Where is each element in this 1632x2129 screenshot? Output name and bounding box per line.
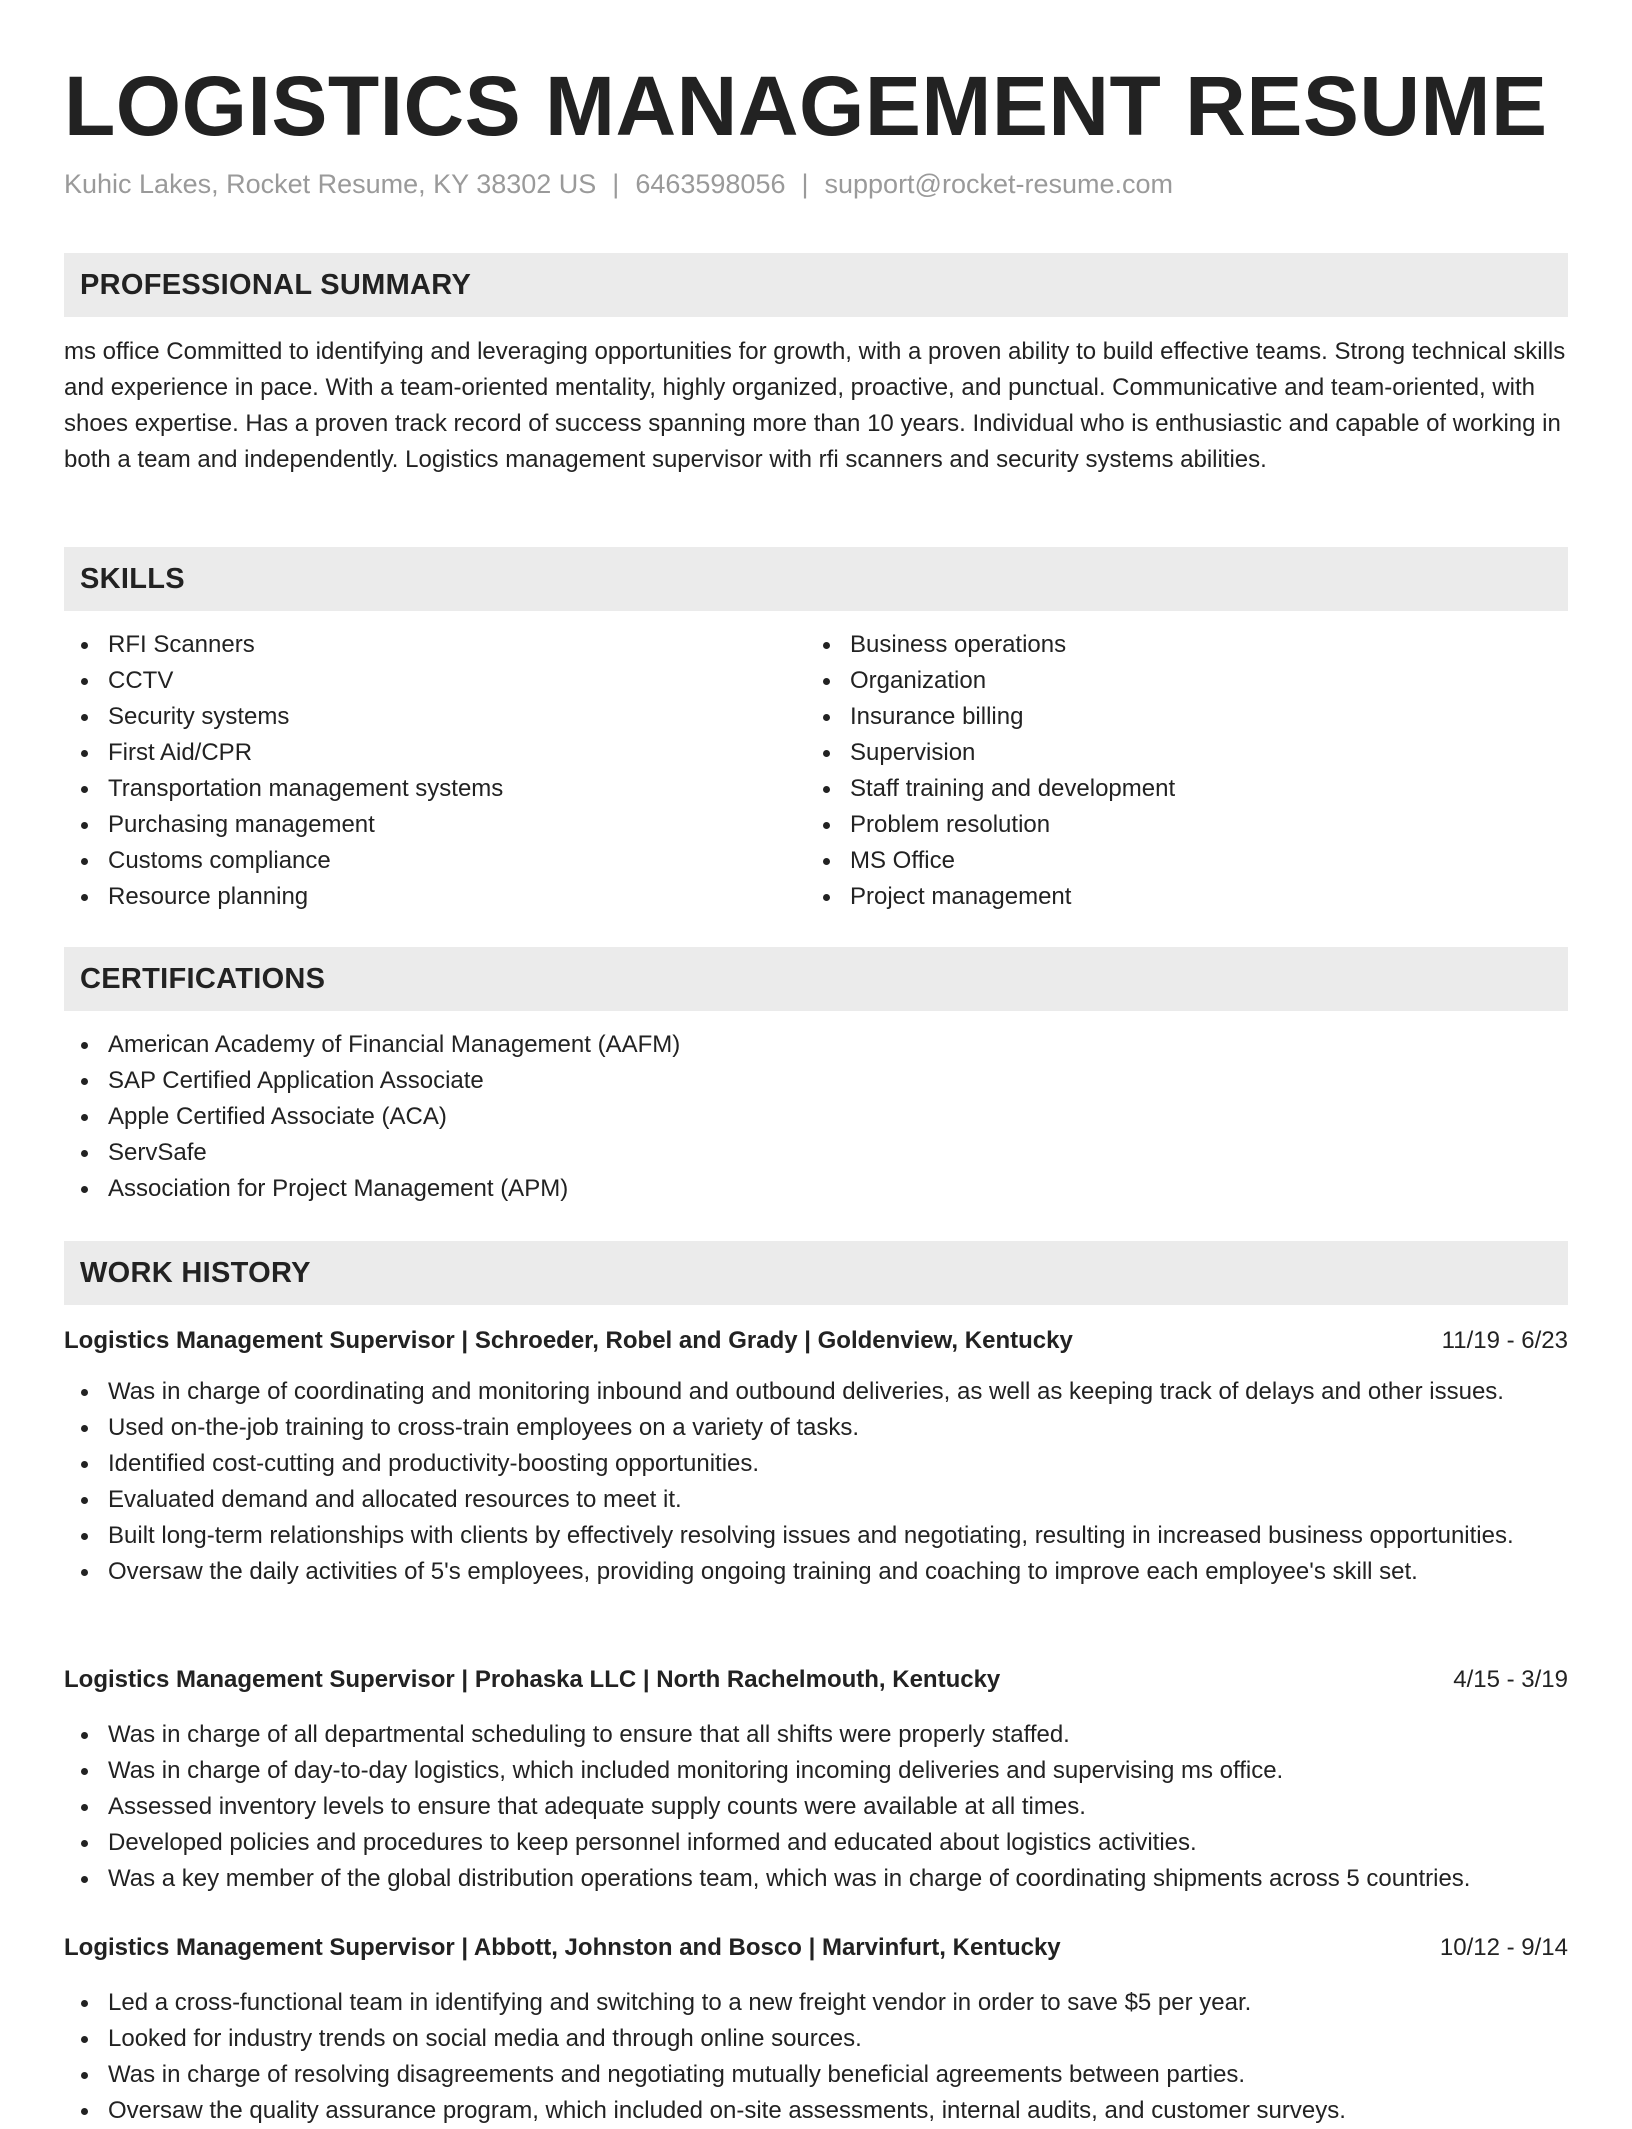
summary-text: ms office Committed to identifying and leveraging opportunities for growth, with a proven ability to build effective teams. Strong technical skills and experience in pace. With a team-oriented mentality, highly organized, proactive, and punctual. Communicative and team-oriented, with shoes expertise. Has a proven track record of success spanning more than 10 years. Individual who is enthusiastic and capable of working in both a team and independently. Logistics management supervisor with rfi scanners and security systems abilities. (64, 338, 1566, 473)
job-bullet: Oversaw the daily activities of 5's employees, providing ongoing training and coaching to improve each employee's skill set. (108, 1554, 1612, 1590)
certification-item: Apple Certified Associate (ACA) (108, 1099, 1612, 1135)
job-dates: 4/15 - 3/19 (1453, 1666, 1568, 1693)
skill-item: Project management (850, 879, 1590, 915)
skills-list-right (806, 627, 1590, 915)
job-bullet: Used on-the-job training to cross-train employees on a variety of tasks. (108, 1410, 1612, 1446)
job-bullet: Was in charge of day-to-day logistics, which included monitoring incoming deliveries and supervising ms office. (108, 1753, 1612, 1789)
skill-item: Purchasing management (108, 807, 848, 843)
job-bullet: Assessed inventory levels to ensure that adequate supply counts were available at all times. (108, 1789, 1612, 1825)
section-header-work-history: WORK HISTORY (64, 1241, 1568, 1305)
job-bullet: Identified cost-cutting and productivity-boosting opportunities. (108, 1446, 1612, 1482)
job-bullet: Built long-term relationships with clients by effectively resolving issues and negotiating, resulting in increased business opportunities. (108, 1518, 1612, 1554)
job-header (64, 1930, 1568, 1966)
skill-item: Transportation management systems (108, 771, 848, 807)
skill-item: First Aid/CPR (108, 735, 848, 771)
skill-item: Business operations (850, 627, 1590, 663)
contact-separator: | (612, 169, 620, 199)
skills-list-left (64, 627, 848, 915)
job-bullets (64, 1985, 1612, 2129)
job-bullet: Was in charge of resolving disagreements and negotiating mutually beneficial agreements between parties. (108, 2057, 1612, 2093)
section-header-summary: PROFESSIONAL SUMMARY (64, 253, 1568, 317)
job-title: Logistics Management Supervisor | Schroeder, Robel and Grady | Goldenview, Kentucky (64, 1327, 1073, 1354)
skill-item: Organization (850, 663, 1590, 699)
skill-item: MS Office (850, 843, 1590, 879)
contact-phone: 6463598056 (635, 169, 786, 199)
job-bullet: Oversaw the quality assurance program, which included on-site assessments, internal audits, and customer surveys. (108, 2093, 1612, 2129)
skill-item: CCTV (108, 663, 848, 699)
contact-address: Kuhic Lakes, Rocket Resume, KY 38302 US (64, 169, 597, 199)
job-dates: 10/12 - 9/14 (1439, 1934, 1568, 1961)
job-dates: 11/19 - 6/23 (1441, 1327, 1568, 1354)
skill-item: Customs compliance (108, 843, 848, 879)
job-bullet: Was in charge of all departmental scheduling to ensure that all shifts were properly staffed. (108, 1717, 1612, 1753)
skill-item: Staff training and development (850, 771, 1590, 807)
resume-title: LOGISTICS MANAGEMENT RESUME (64, 59, 1548, 153)
job-header (64, 1662, 1568, 1698)
job-bullet: Was a key member of the global distribution operations team, which was in charge of coordinating shipments across 5 countries. (108, 1861, 1612, 1897)
contact-separator: | (801, 169, 809, 199)
contact-email: support@rocket-resume.com (824, 169, 1174, 199)
job-title: Logistics Management Supervisor | Abbott, Johnston and Bosco | Marvinfurt, Kentucky (64, 1934, 1061, 1961)
job-bullet: Led a cross-functional team in identifying and switching to a new freight vendor in order to save $5 per year. (108, 1985, 1612, 2021)
job-bullet: Developed policies and procedures to keep personnel informed and educated about logistics activities. (108, 1825, 1612, 1861)
certification-item: ServSafe (108, 1135, 1612, 1171)
skill-item: RFI Scanners (108, 627, 848, 663)
skill-item: Resource planning (108, 879, 848, 915)
section-header-certifications: CERTIFICATIONS (64, 947, 1568, 1011)
contact-line (64, 166, 1173, 202)
certifications-list (64, 1027, 1612, 1207)
section-header-skills: SKILLS (64, 547, 1568, 611)
job-title: Logistics Management Supervisor | Prohaska LLC | North Rachelmouth, Kentucky (64, 1666, 1001, 1693)
job-bullet: Was in charge of coordinating and monitoring inbound and outbound deliveries, as well as keeping track of delays and other issues. (108, 1374, 1612, 1410)
skill-item: Supervision (850, 735, 1590, 771)
skill-item: Problem resolution (850, 807, 1590, 843)
certification-item: American Academy of Financial Management (AAFM) (108, 1027, 1612, 1063)
job-bullet: Evaluated demand and allocated resources to meet it. (108, 1482, 1612, 1518)
job-header (64, 1323, 1568, 1359)
job-bullets (64, 1374, 1612, 1590)
certification-item: Association for Project Management (APM) (108, 1171, 1612, 1207)
certification-item: SAP Certified Application Associate (108, 1063, 1612, 1099)
skill-item: Insurance billing (850, 699, 1590, 735)
job-bullets (64, 1717, 1612, 1897)
job-bullet: Looked for industry trends on social media and through online sources. (108, 2021, 1612, 2057)
skill-item: Security systems (108, 699, 848, 735)
